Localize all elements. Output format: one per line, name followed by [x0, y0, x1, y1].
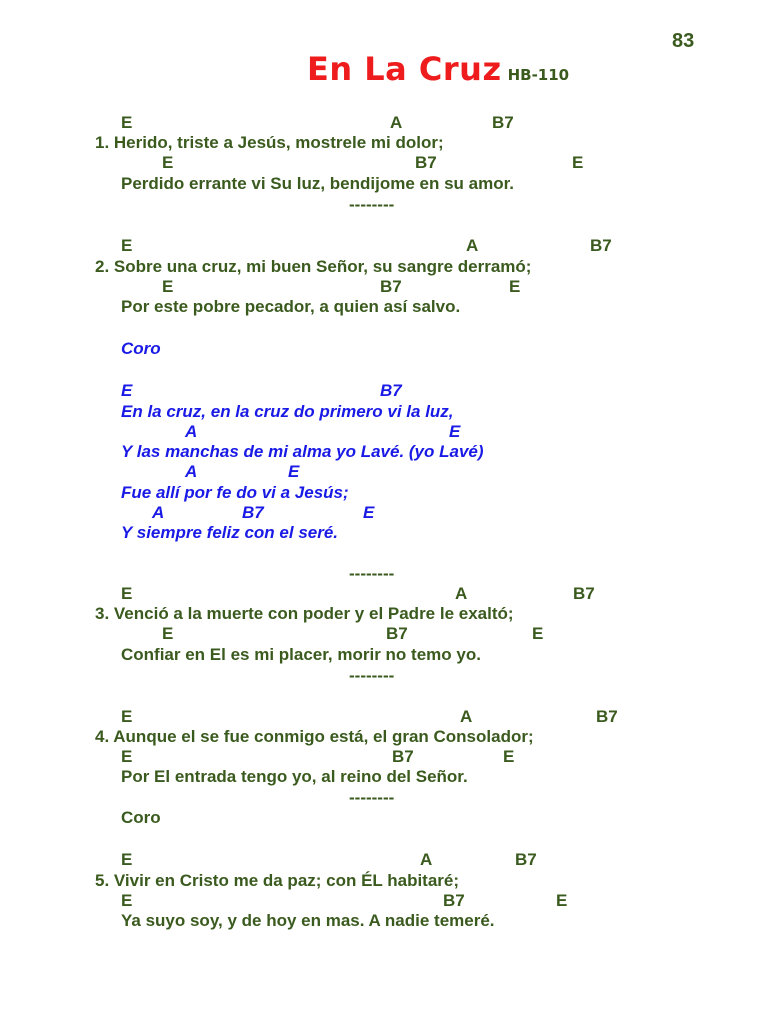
chord: A	[152, 503, 165, 522]
verse-2-line-1: 2. Sobre una cruz, mi buen Señor, su sangre derramó;	[95, 257, 532, 276]
verse-5-line-2: Ya suyo soy, y de hoy en mas. A nadie temeré.	[121, 911, 495, 930]
chord: E	[121, 113, 133, 132]
coro-repeat: Coro	[121, 808, 161, 827]
chord: B7	[392, 747, 414, 766]
chord: E	[503, 747, 515, 766]
chord: E	[572, 153, 584, 172]
chord: B7	[515, 850, 537, 869]
chord: B7	[380, 381, 402, 400]
chord: B7	[492, 113, 514, 132]
chord: E	[121, 747, 133, 766]
chord: B7	[386, 624, 408, 643]
chord: E	[449, 422, 461, 441]
title-block	[307, 50, 569, 88]
chord: A	[185, 462, 198, 481]
verse-3-line-1: 3. Venció a la muerte con poder y el Padre le exaltó;	[95, 604, 514, 623]
verse-1-line-1: 1. Herido, triste a Jesús, mostrele mi dolor;	[95, 133, 444, 152]
verse-3-line-2: Confiar en El es mi placer, morir no temo yo.	[121, 645, 481, 664]
chord: A	[420, 850, 433, 869]
chord: E	[509, 277, 521, 296]
chord: B7	[380, 277, 402, 296]
separator: --------	[349, 195, 395, 214]
chorus-line-1: En la cruz, en la cruz do primero vi la luz,	[121, 402, 454, 421]
chord: A	[455, 584, 468, 603]
chord: E	[532, 624, 544, 643]
verse-5-line-1: 5. Vivir en Cristo me da paz; con ÉL habitaré;	[95, 871, 460, 890]
chord: E	[162, 153, 174, 172]
chord: E	[363, 503, 375, 522]
verse-4-line-2: Por El entrada tengo yo, al reino del Señor.	[121, 767, 468, 786]
hymn-code: HB-110	[507, 66, 570, 84]
chord: E	[162, 624, 174, 643]
chord: A	[390, 113, 403, 132]
chord: B7	[443, 891, 465, 910]
separator: --------	[349, 666, 395, 685]
chord: A	[185, 422, 198, 441]
chord: E	[288, 462, 300, 481]
chord: B7	[415, 153, 437, 172]
chord: E	[121, 236, 133, 255]
chord: E	[556, 891, 568, 910]
chord: B7	[590, 236, 612, 255]
verse-1-line-2: Perdido errante vi Su luz, bendijome en su amor.	[121, 174, 514, 193]
verse-4-line-1: 4. Aunque el se fue conmigo está, el gran Consolador;	[95, 727, 534, 746]
chord: A	[460, 707, 473, 726]
chord: B7	[242, 503, 264, 522]
chord: A	[466, 236, 479, 255]
chord: B7	[573, 584, 595, 603]
separator: --------	[349, 788, 395, 807]
chord: E	[162, 277, 174, 296]
chord: E	[121, 850, 133, 869]
separator: --------	[349, 564, 395, 583]
chorus-label: Coro	[121, 339, 161, 358]
chorus-line-2: Y las manchas de mi alma yo Lavé. (yo Lavé)	[121, 442, 484, 461]
chord: B7	[596, 707, 618, 726]
chorus-line-4: Y siempre feliz con el seré.	[121, 523, 339, 542]
chord: E	[121, 707, 133, 726]
chord: E	[121, 584, 133, 603]
song-title: En La Cruz	[307, 50, 502, 88]
verse-2-line-2: Por este pobre pecador, a quien así salvo.	[121, 297, 461, 316]
chord: E	[121, 891, 133, 910]
page-number: 83	[672, 30, 695, 52]
chorus-line-3: Fue allí por fe do vi a Jesús;	[121, 483, 349, 502]
chord: E	[121, 381, 133, 400]
